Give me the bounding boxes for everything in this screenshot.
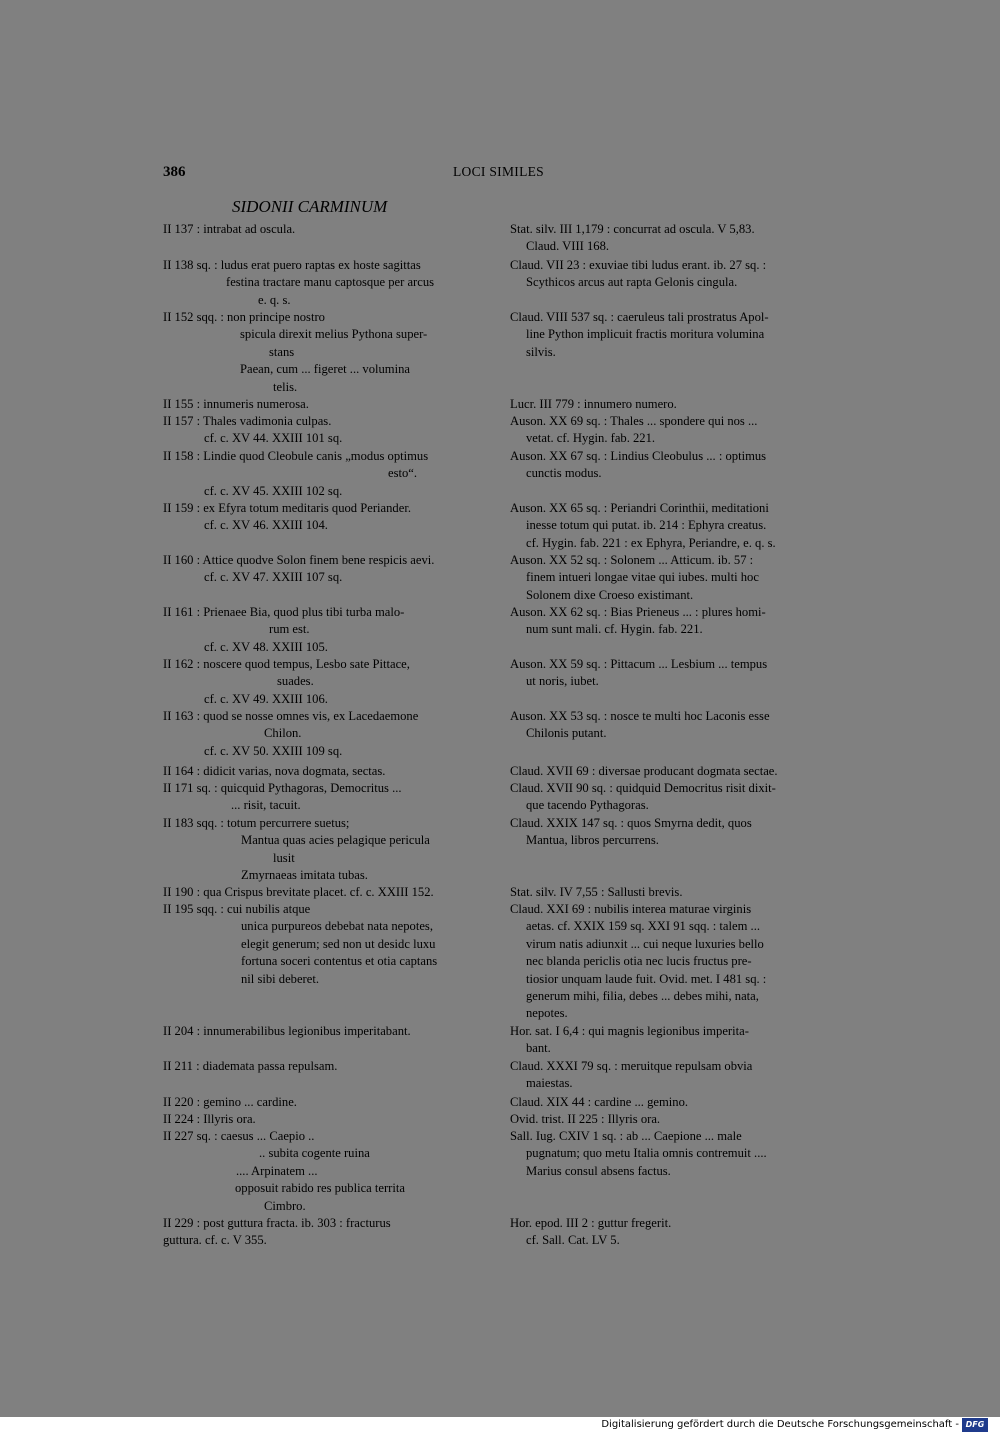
left-entry-line: Paean, cum ... figeret ... volumina <box>240 362 410 377</box>
left-entry <box>163 396 309 413</box>
left-entry-line: cf. c. XV 49. XXIII 106. <box>204 691 328 706</box>
left-entry-line: guttura. cf. c. V 355. <box>163 1233 267 1248</box>
right-entry-line: Scythicos arcus aut rapta Gelonis cingula. <box>526 275 738 290</box>
right-entry <box>510 1128 767 1180</box>
left-entry-line: elegit generum; sed non ut desidc luxu <box>241 936 436 951</box>
right-entry-line: Auson. XX 62 sq. : Bias Prieneus ... : plures homi- <box>510 605 766 619</box>
left-entry-line: opposuit rabido res publica territa <box>235 1181 405 1196</box>
left-entry-line: esto“. <box>388 466 418 481</box>
right-entry <box>510 1215 671 1250</box>
left-entry-line: II 157 : Thales vadimonia culpas. <box>163 414 332 428</box>
left-entry <box>163 780 402 815</box>
right-entry-line: Claud. XXIX 147 sq. : quos Smyrna dedit, quos <box>510 816 752 830</box>
right-entry-line: aetas. cf. XXIX 159 sq. XXI 91 sqq. : talem ... <box>526 919 760 934</box>
right-entry-line: Mantua, libros percurrens. <box>526 833 659 848</box>
left-entry-line: II 164 : didicit varias, nova dogmata, sectas. <box>163 764 386 778</box>
left-entry-line: II 162 : noscere quod tempus, Lesbo sate Pittace, <box>163 657 410 671</box>
left-entry-line: II 163 : quod se nosse omnes vis, ex Lacedaemone <box>163 709 419 723</box>
right-entry-line: Auson. XX 53 sq. : nosce te multi hoc Laconis esse <box>510 709 770 723</box>
left-entry-line: II 204 : innumerabilibus legionibus imperitabant. <box>163 1024 411 1038</box>
left-entry-line: Zmyrnaeas imitata tubas. <box>241 868 368 883</box>
right-entry <box>510 448 766 483</box>
left-entry <box>163 221 295 238</box>
left-entry-line: cf. c. XV 44. XXIII 101 sq. <box>204 431 343 446</box>
left-entry-line: Cimbro. <box>264 1198 306 1213</box>
left-entry <box>163 552 434 587</box>
right-entry-line: Claud. XXI 69 : nubilis interea maturae virginis <box>510 902 752 916</box>
right-entry <box>510 604 766 639</box>
left-entry-line: II 183 sqq. : totum percurrere suetus; <box>163 816 350 830</box>
left-entry-line: II 190 : qua Crispus brevitate placet. cf. c. XXIII 152. <box>163 885 434 899</box>
right-entry-line: inesse totum qui putat. ib. 214 : Ephyra creatus. <box>526 518 767 533</box>
left-entry <box>163 257 434 309</box>
left-entry-line: telis. <box>273 379 298 394</box>
left-entry-line: II 171 sq. : quicquid Pythagoras, Democritus ... <box>163 781 402 795</box>
left-entry-line: II 224 : Illyris ora. <box>163 1112 256 1126</box>
left-entry <box>163 901 437 988</box>
left-entry-line: suades. <box>277 674 314 689</box>
section-title: SIDONII CARMINUM <box>232 197 388 216</box>
left-entry <box>163 708 418 760</box>
right-entry-line: silvis. <box>526 344 556 359</box>
left-entry-line: II 159 : ex Efyra totum meditaris quod Periander. <box>163 501 411 515</box>
right-entry-line: line Python implicuit fractis moritura volumina <box>526 327 765 342</box>
left-entry <box>163 448 428 500</box>
right-entry <box>510 815 752 850</box>
right-entry-line: Claud. XVII 90 sq. : quidquid Democritus risit dixit- <box>510 781 776 795</box>
right-entry-line: Auson. XX 59 sq. : Pittacum ... Lesbium ... tempus <box>510 657 768 671</box>
right-entry-line: Claud. VIII 537 sq. : caeruleus tali prostratus Apol- <box>510 310 769 324</box>
right-entry-line: Auson. XX 52 sq. : Solonem ... Atticum. ib. 57 : <box>510 553 754 567</box>
left-entry <box>163 1111 256 1128</box>
right-entry-line: maiestas. <box>526 1076 573 1091</box>
left-entry-line: rum est. <box>269 622 310 637</box>
left-entry-line: nil sibi deberet. <box>241 971 319 986</box>
right-entry <box>510 763 778 780</box>
right-entry-line: Sall. Iug. CXIV 1 sq. : ab ... Caepione ... male <box>510 1129 742 1143</box>
right-entry-line: tiosior unquam laude fuit. Ovid. met. I 481 sq. : <box>526 971 767 986</box>
right-entry-line: Claud. XIX 44 : cardine ... gemino. <box>510 1095 689 1109</box>
left-entry-line: fortuna soceri contentus et otia captans <box>241 954 438 969</box>
left-entry <box>163 309 427 396</box>
right-entry <box>510 309 769 361</box>
page-number: 386 <box>163 164 186 180</box>
right-entry <box>510 1023 749 1058</box>
right-entry-line: Hor. sat. I 6,4 : qui magnis legionibus imperita- <box>510 1024 749 1038</box>
right-entry <box>510 901 766 1023</box>
left-entry-line: ... risit, tacuit. <box>231 798 301 813</box>
right-entry-line: Marius consul absens factus. <box>526 1163 671 1178</box>
left-entry <box>163 815 430 885</box>
right-entry <box>510 1094 688 1111</box>
left-entry <box>163 1215 391 1250</box>
right-entry-line: que tacendo Pythagoras. <box>526 798 649 813</box>
right-entry-line: Auson. XX 67 sq. : Lindius Cleobulus ... : optimus <box>510 449 767 463</box>
left-entry-line: II 160 : Attice quodve Solon finem bene respicis aevi. <box>163 553 435 567</box>
right-entry-line: Stat. silv. III 1,179 : concurrat ad oscula. V 5,83. <box>510 222 755 236</box>
left-entry-line: stans <box>269 344 295 359</box>
left-entry <box>163 1094 297 1111</box>
left-entry <box>163 1128 405 1215</box>
right-entry-line: pugnatum; quo metu Italia omnis contremuit .... <box>526 1146 767 1161</box>
left-entry-line: II 227 sq. : caesus ... Caepio .. <box>163 1129 315 1143</box>
left-entry-line: II 220 : gemino ... cardine. <box>163 1095 297 1109</box>
right-entry-line: Auson. XX 69 sq. : Thales ... spondere qui nos ... <box>510 414 758 428</box>
right-entry-line: Solonem dixe Croeso existimant. <box>526 587 694 602</box>
left-entry-line: II 155 : innumeris numerosa. <box>163 397 309 411</box>
left-entry-line: cf. c. XV 47. XXIII 107 sq. <box>204 570 343 585</box>
left-entry-line: festina tractare manu captosque per arcus <box>226 275 435 290</box>
right-entry <box>510 396 677 413</box>
dfg-logo: DFG <box>962 1418 988 1432</box>
left-entry <box>163 884 434 901</box>
left-entry <box>163 500 411 535</box>
left-entry-line: II 229 : post guttura fracta. ib. 303 : fracturus <box>163 1216 391 1230</box>
left-entry-line: spicula direxit melius Pythona super- <box>240 327 428 342</box>
left-entry <box>163 604 404 656</box>
left-entry-line: lusit <box>273 850 295 865</box>
right-entry-line: Claud. XVII 69 : diversae producant dogmata sectae. <box>510 764 778 778</box>
right-entry <box>510 1058 752 1093</box>
left-entry-line: Mantua quas acies pelagique pericula <box>241 833 430 848</box>
right-entry-line: Ovid. trist. II 225 : Illyris ora. <box>510 1112 661 1126</box>
left-entry <box>163 763 385 780</box>
right-entry-line: virum natis adiunxit ... cui neque luxuries bello <box>526 936 764 951</box>
right-entry <box>510 780 776 815</box>
left-entry-line: .. subita cogente ruina <box>259 1146 370 1161</box>
left-entry <box>163 1023 411 1040</box>
right-entry-line: bant. <box>526 1041 551 1056</box>
right-entry-line: Claud. VII 23 : exuviae tibi ludus erant. ib. 27 sq. : <box>510 258 767 272</box>
right-entry <box>510 884 682 901</box>
right-entry-line: finem intueri longae vitae qui iubes. multi hoc <box>526 570 759 585</box>
right-entry-line: Lucr. III 779 : innumero numero. <box>510 397 677 411</box>
right-entry <box>510 221 755 256</box>
left-entry-line: cf. c. XV 46. XXIII 104. <box>204 518 328 533</box>
running-title: LOCI SIMILES <box>453 164 544 179</box>
right-entry-line: Stat. silv. IV 7,55 : Sallusti brevis. <box>510 885 683 899</box>
right-entry-line: Claud. XXXI 79 sq. : meruitque repulsam obvia <box>510 1059 753 1073</box>
right-entry <box>510 257 766 292</box>
left-entry-line: II 211 : diademata passa repulsam. <box>163 1059 338 1073</box>
right-entry-line: Claud. VIII 168. <box>526 239 610 254</box>
footer-bar <box>0 1417 1000 1434</box>
right-entry-line: cf. Sall. Cat. LV 5. <box>526 1233 620 1248</box>
left-entry-line: II 161 : Prienaee Bia, quod plus tibi turba malo- <box>163 605 405 619</box>
right-entry-line: nec blanda periclis otia nec lucis fructus pre- <box>526 954 752 969</box>
right-entry <box>510 552 759 604</box>
right-entry-line: cunctis modus. <box>526 466 602 481</box>
left-entry-line: II 137 : intrabat ad oscula. <box>163 222 296 236</box>
left-entry-line: cf. c. XV 45. XXIII 102 sq. <box>204 483 343 498</box>
left-entry-line: cf. c. XV 50. XXIII 109 sq. <box>204 743 343 758</box>
right-entry <box>510 1111 660 1128</box>
left-entry-line: .... Arpinatem ... <box>236 1163 318 1178</box>
left-entry-line: II 138 sq. : ludus erat puero raptas ex hoste sagittas <box>163 258 421 272</box>
right-entry-line: ut noris, iubet. <box>526 674 599 689</box>
right-entry-line: cf. Hygin. fab. 221 : ex Ephyra, Periandre, e. q. s. <box>526 535 776 550</box>
right-entry-line: Auson. XX 65 sq. : Periandri Corinthii, meditationi <box>510 501 769 515</box>
left-entry-line: II 195 sqq. : cui nubilis atque <box>163 902 311 916</box>
left-entry-line: II 158 : Lindie quod Cleobule canis „modus optimus <box>163 449 429 463</box>
right-entry <box>510 656 767 691</box>
right-entry-line: vetat. cf. Hygin. fab. 221. <box>526 431 656 446</box>
right-entry <box>510 708 770 743</box>
left-entry-line: e. q. s. <box>258 292 291 307</box>
right-entry-line: nepotes. <box>526 1006 568 1021</box>
left-entry-line: unica purpureos debebat nata nepotes, <box>241 919 433 934</box>
left-entry-line: cf. c. XV 48. XXIII 105. <box>204 639 328 654</box>
right-entry <box>510 413 757 448</box>
right-entry-line: Hor. epod. III 2 : guttur fregerit. <box>510 1216 672 1230</box>
right-entry-line: Chilonis putant. <box>526 726 607 741</box>
left-entry <box>163 1058 337 1075</box>
right-entry <box>510 500 776 552</box>
left-entry-line: Chilon. <box>264 726 302 741</box>
left-entry-line: II 152 sqq. : non principe nostro <box>163 310 325 324</box>
left-entry <box>163 413 342 448</box>
footer-credit: Digitalisierung gefördert durch die Deutsche Forschungsgemeinschaft - <box>601 1419 959 1430</box>
right-entry-line: num sunt mali. cf. Hygin. fab. 221. <box>526 622 703 637</box>
right-entry-line: generum mihi, filia, debes ... debes mihi, nata, <box>526 989 759 1004</box>
left-entry <box>163 656 410 708</box>
